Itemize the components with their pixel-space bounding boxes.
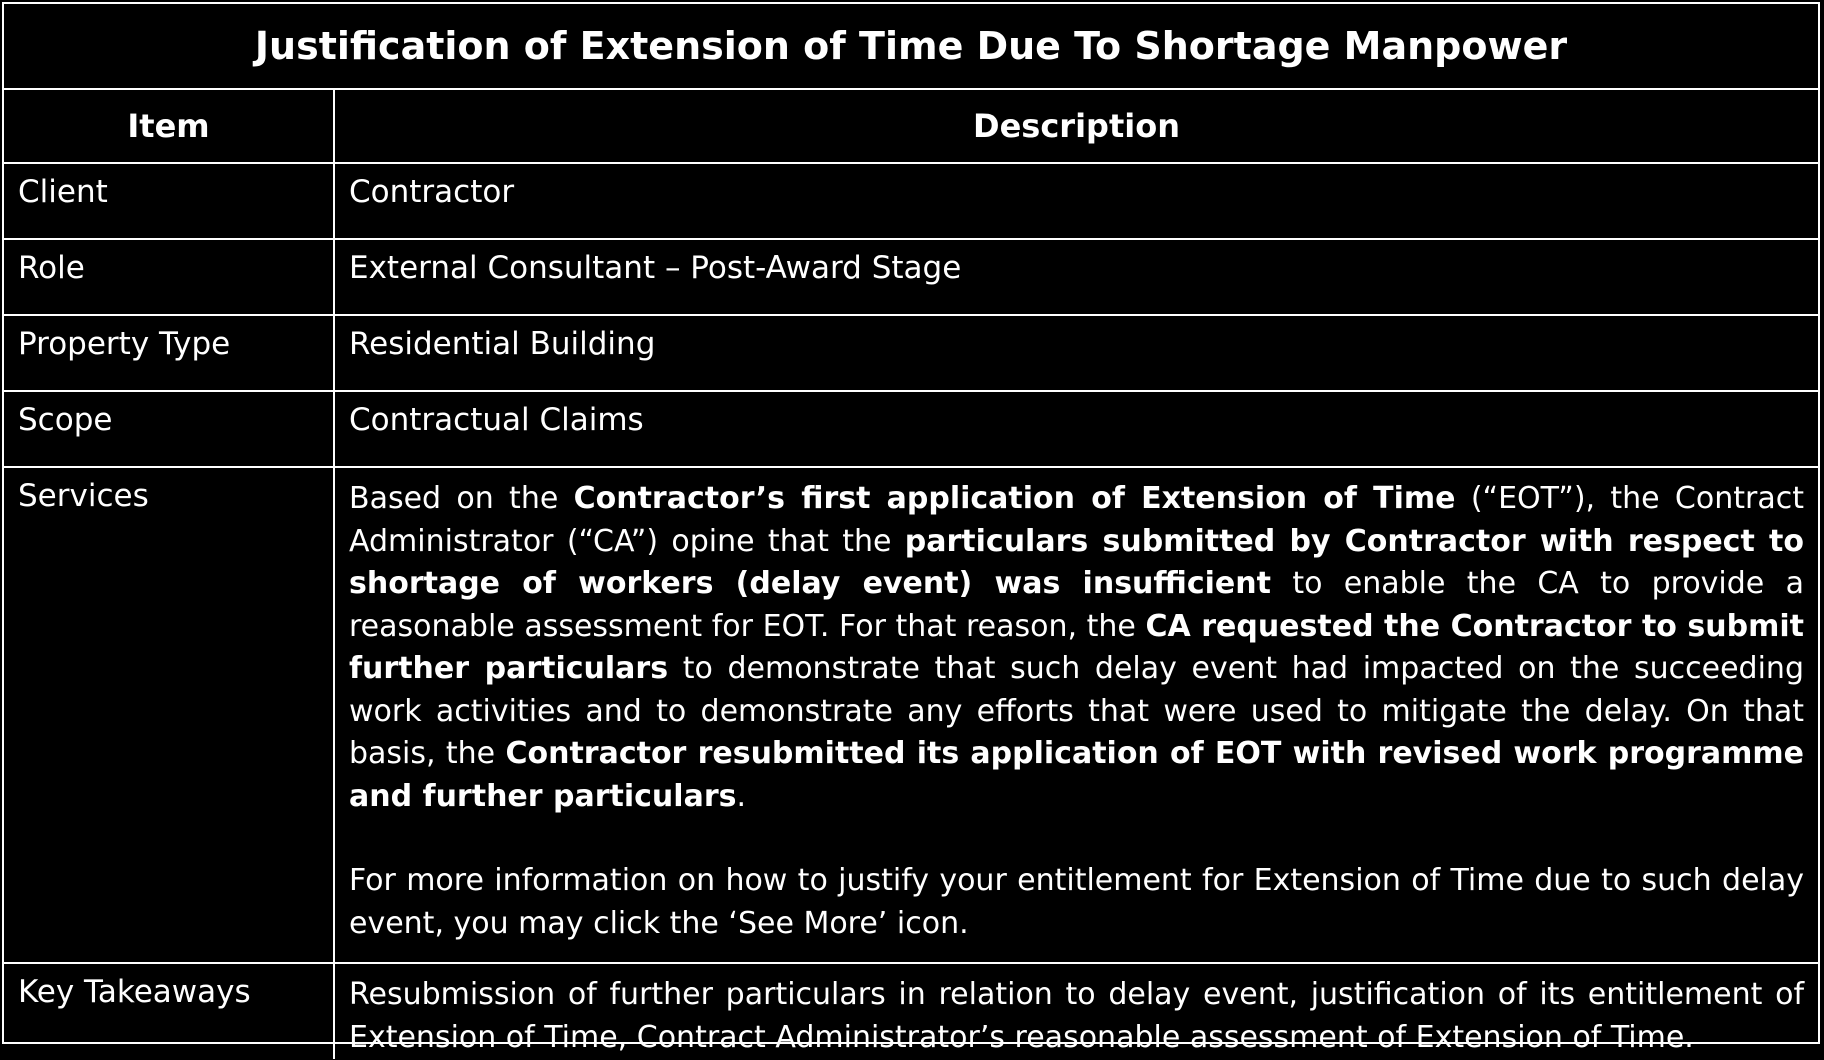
services-text: (“EOT”), the Contract Administrator (“CA”) opine that the: [349, 481, 1804, 559]
table-row-property-type: [4, 315, 1818, 391]
item-cell: Key Takeaways: [4, 963, 334, 1059]
item-cell: Property Type: [4, 315, 334, 391]
description-cell: Contractor: [334, 163, 1818, 239]
services-emphasis-text: CA requested the Contractor to submit further particulars: [349, 608, 1804, 686]
description-cell: External Consultant – Post-Award Stage: [334, 239, 1818, 315]
description-cell: [334, 467, 1818, 963]
table-row-role: [4, 239, 1818, 315]
table-title: Justification of Extension of Time Due To Shortage Manpower: [4, 4, 1818, 89]
services-text: to demonstrate that such delay event had impacted on the succeeding work activities and to demonstrate any efforts that were used to mitigate the delay. On that basis, the: [349, 651, 1804, 771]
services-text: .: [736, 778, 747, 814]
services-emphasis-text: Contractor resubmitted its application of EOT with revised work programme and further particulars: [349, 736, 1804, 814]
services-emphasis-text: particulars submitted by Contractor with respect to shortage of workers (delay event) was insufficient: [349, 523, 1805, 601]
item-cell: Client: [4, 163, 334, 239]
services-paragraph-2: For more information on how to justify your entitlement for Extension of Time due to such delay event, you may click the ‘See More’ icon.: [349, 863, 1804, 941]
key-takeaways-paragraph: Resubmission of further particulars in relation to delay event, justification of its entitlement of Extension of Time, Contract Administrator’s reasonable assessment of Extension of Time.: [349, 977, 1804, 1055]
description-cell: [334, 963, 1818, 1059]
services-text: Based on the: [349, 481, 574, 516]
table-row-key-takeaways: [4, 963, 1818, 1059]
eot-summary-table: [4, 4, 1818, 1059]
table-row-scope: [4, 391, 1818, 467]
item-cell: Services: [4, 467, 334, 963]
description-cell: Residential Building: [334, 315, 1818, 391]
services-text: to enable the CA to provide a reasonable assessment for EOT. For that reason, the: [349, 566, 1804, 644]
item-cell: Role: [4, 239, 334, 315]
column-header-description: Description: [334, 89, 1818, 163]
table-row-services: [4, 467, 1818, 963]
column-header-item: Item: [4, 89, 334, 163]
eot-summary-table-frame: [2, 2, 1820, 1055]
services-emphasis-text: Contractor’s first application of Extension of Time: [573, 481, 1456, 516]
table-row-client: [4, 163, 1818, 239]
item-cell: Scope: [4, 391, 334, 467]
services-paragraph-1: [349, 478, 1804, 818]
description-cell: Contractual Claims: [334, 391, 1818, 467]
